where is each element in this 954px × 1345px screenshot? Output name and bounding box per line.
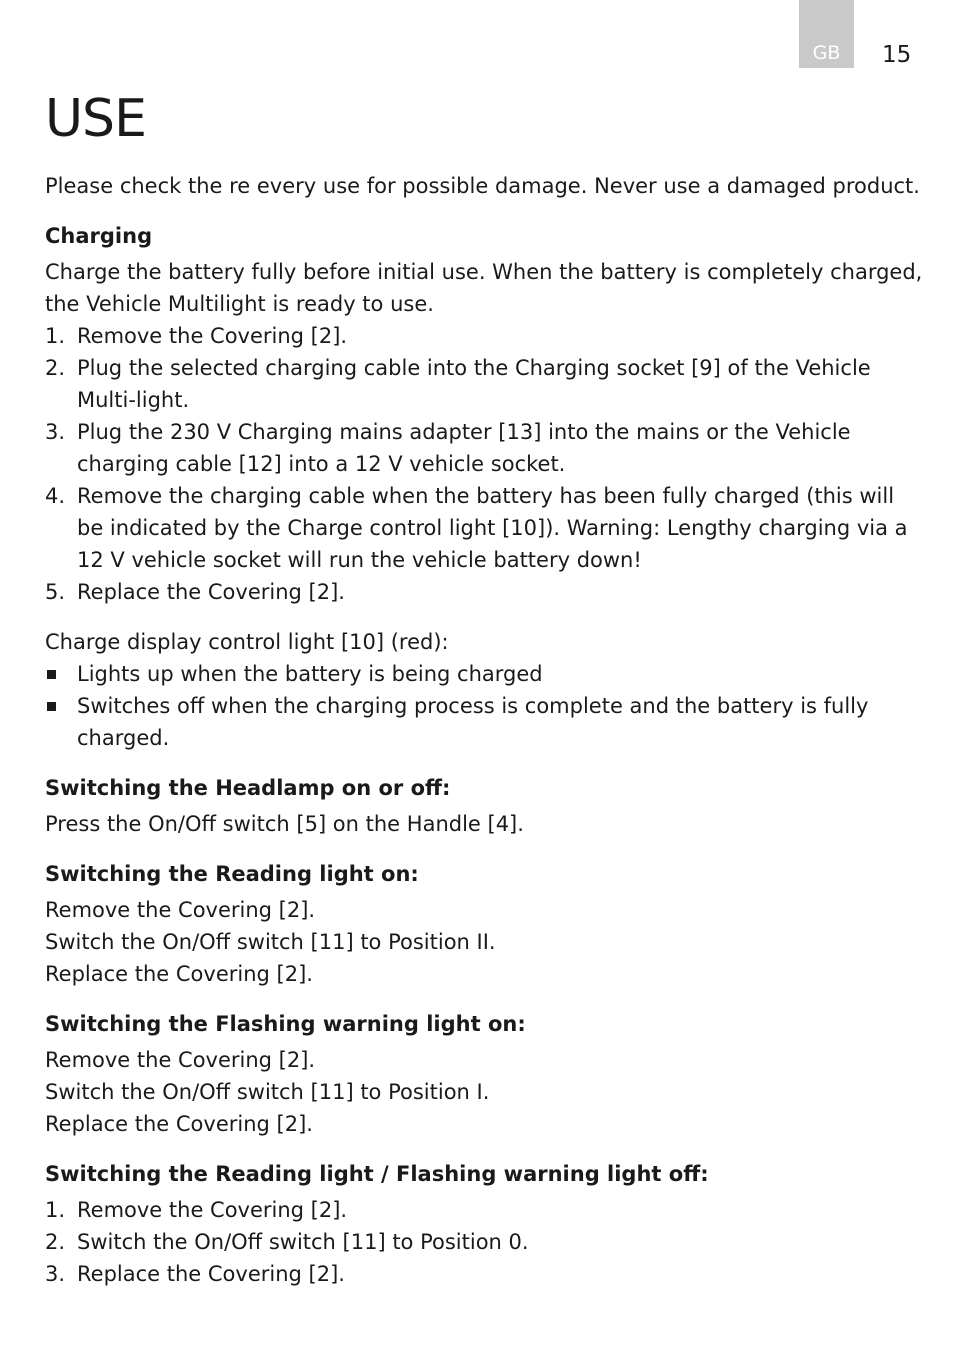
step-text: Remove the Covering [2].: [77, 324, 348, 348]
charging-text: Charge the battery fully before initial use. When the battery is completely charged, the Vehicle Multilight is ready to use.: [45, 260, 923, 316]
list-item: [45, 576, 925, 608]
headlamp-heading: Switching the Headlamp on or off:: [45, 776, 451, 800]
list-item: [45, 690, 925, 754]
headlamp-text: Press the On/Off switch [5] on the Handle [4].: [45, 812, 524, 836]
step-number: 3.: [45, 1262, 66, 1286]
step-text: Remove the charging cable when the battery has been fully charged (this will be indicated by the Charge control light [10]). Warning: Lengthy charging via a 12 V vehicle socket will run the vehicle battery down!: [77, 484, 908, 572]
page-number: 15: [882, 42, 912, 68]
bullet-square-icon: [45, 690, 77, 754]
step-text: Plug the 230 V Charging mains adapter [13] into the mains or the Vehicle charging cable [12] into a 12 V vehicle socket.: [77, 420, 851, 476]
charging-heading: Charging: [45, 224, 153, 248]
charge-display-bullets: [45, 658, 925, 754]
list-item: [45, 658, 925, 690]
lights-off-heading: Switching the Reading light / Flashing warning light off:: [45, 1162, 709, 1186]
step-number: 1.: [45, 324, 66, 348]
list-item: [45, 1226, 925, 1258]
page-title: USE: [45, 89, 146, 149]
list-item: [45, 416, 925, 480]
bullet-text: Lights up when the battery is being charged: [77, 662, 543, 686]
step-number: 3.: [45, 420, 66, 444]
list-item: [45, 1194, 925, 1226]
list-item: [45, 480, 925, 576]
charge-display-intro: Charge display control light [10] (red):: [45, 630, 449, 654]
intro-text: Please check the re every use for possible damage. Never use a damaged product.: [45, 174, 920, 198]
flashing-line: Switch the On/Off switch [11] to Position I.: [45, 1080, 490, 1104]
bullet-text: Switches off when the charging process is complete and the battery is fully charged.: [77, 694, 869, 750]
flashing-line: Replace the Covering [2].: [45, 1112, 313, 1136]
flashing-line: Remove the Covering [2].: [45, 1048, 316, 1072]
flashing-light-heading: Switching the Flashing warning light on:: [45, 1012, 526, 1036]
step-number: 1.: [45, 1198, 66, 1222]
step-number: 2.: [45, 356, 66, 380]
step-number: 2.: [45, 1230, 66, 1254]
charging-steps: [45, 320, 925, 608]
list-item: [45, 1258, 925, 1290]
step-number: 4.: [45, 484, 66, 508]
page-content: [45, 90, 925, 1290]
list-item: [45, 352, 925, 416]
language-tab: GB: [799, 0, 854, 68]
lights-off-steps: [45, 1194, 925, 1290]
reading-light-heading: Switching the Reading light on:: [45, 862, 419, 886]
step-text: Remove the Covering [2].: [77, 1198, 348, 1222]
list-item: [45, 320, 925, 352]
step-text: Plug the selected charging cable into the Charging socket [9] of the Vehicle Multi-light.: [77, 356, 871, 412]
reading-line: Remove the Covering [2].: [45, 898, 316, 922]
step-number: 5.: [45, 580, 66, 604]
reading-line: Replace the Covering [2].: [45, 962, 313, 986]
step-text: Replace the Covering [2].: [77, 580, 345, 604]
bullet-square-icon: [45, 658, 77, 690]
reading-line: Switch the On/Off switch [11] to Position II.: [45, 930, 496, 954]
step-text: Replace the Covering [2].: [77, 1262, 345, 1286]
step-text: Switch the On/Off switch [11] to Position 0.: [77, 1230, 529, 1254]
